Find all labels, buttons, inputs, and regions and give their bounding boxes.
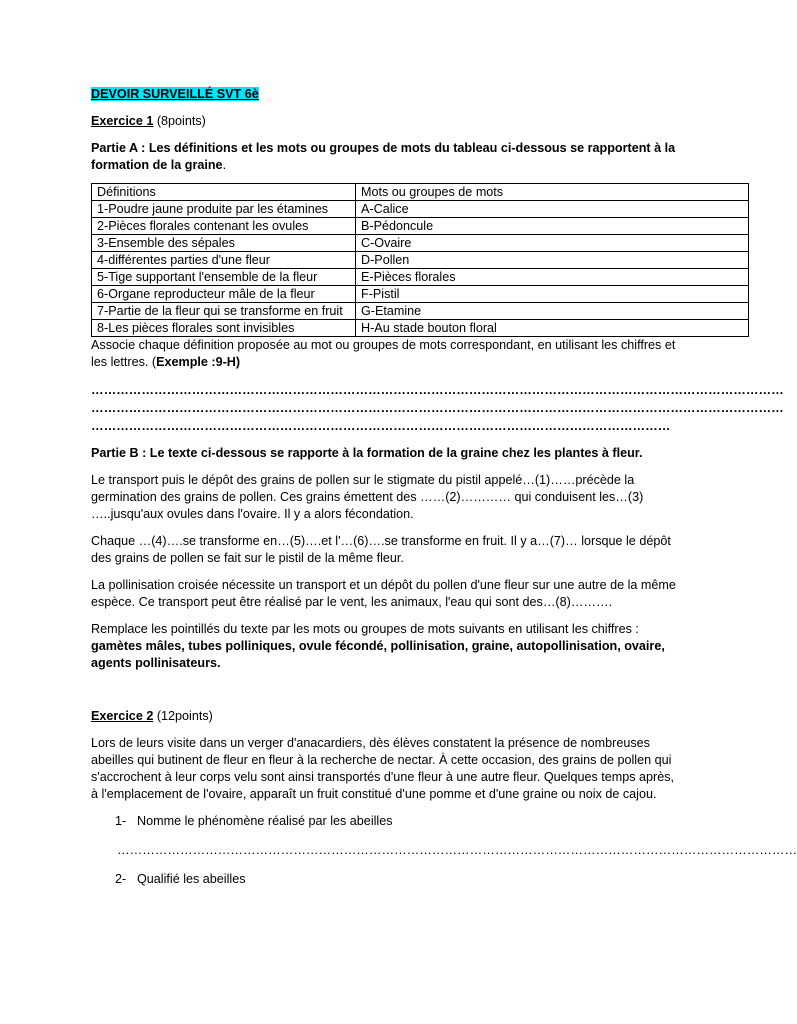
exercise-2-heading (91, 708, 681, 725)
part-b-paragraph-1: Le transport puis le dépôt des grains de pollen sur le stigmate du pistil appelé…(1)……précède la germination des grains de pollen. Ces grains émettent des ……(2)………… qui conduisent les…(3) …..jusqu'aux ovules dans l'ovaire. Il y a alors fécondation. (91, 473, 644, 521)
table-header-cell: Mots ou groupes de mots (356, 184, 749, 201)
table-cell-definition: 6-Organe reproducteur mâle de la fleur (92, 286, 356, 303)
table-row (92, 303, 749, 320)
answer-dots-line: ………………………………………………………………………………………………………………………… (91, 419, 671, 433)
exercise-2-points: (12points) (153, 709, 213, 723)
table-cell-definition: 7-Partie de la fleur qui se transforme en fruit (92, 303, 356, 320)
table-cell-word: G-Etamine (356, 303, 749, 320)
answer-dots-line: ………………………………………………………………………………………………………………………………………………… (91, 401, 784, 415)
part-b-paragraph-2: Chaque …(4)….se transforme en…(5)….et l'…(6)….se transforme en fruit. Il y a…(7)… lorsque le dépôt des grains de pollen se fait sur le pistil de la même fleur. (91, 534, 671, 565)
table-cell-word: C-Ovaire (356, 235, 749, 252)
definitions-table (91, 183, 749, 337)
table-row (92, 201, 749, 218)
answer-lines (91, 381, 784, 435)
association-instruction: Associe chaque définition proposée au mot ou groupes de mots correspondant, en utilisant les chiffres et les lettres. (Exemple :9-H) (91, 338, 676, 369)
example-answer: Exemple :9-H) (156, 355, 241, 369)
exercise-1-heading (91, 113, 681, 130)
table-cell-definition: 2-Pièces florales contenant les ovules (92, 218, 356, 235)
table-cell-definition: 1-Poudre jaune produite par les étamines (92, 201, 356, 218)
document-page (91, 86, 797, 888)
table-header-cell: Définitions (92, 184, 356, 201)
table-cell-word: E-Pièces florales (356, 269, 749, 286)
part-b-title: Partie B : Le texte ci-dessous se rapporte à la formation de la graine chez les plantes à fleur. (91, 446, 643, 460)
question-2: 2- Qualifié les abeilles (115, 872, 246, 886)
word-bank: gamètes mâles, tubes polliniques, ovule fécondé, pollinisation, graine, autopollinisation, ovaire, agents pollinisateurs. (91, 639, 665, 670)
exercise-2-label: Exercice 2 (91, 709, 154, 723)
part-b-paragraph-3: La pollinisation croisée nécessite un transport et un dépôt du pollen d'une fleur sur une autre de la même espèce. Ce transport peut être réalisé par le vent, les animaux, l'eau qui sont des…(8)………. (91, 578, 676, 609)
table-cell-word: F-Pistil (356, 286, 749, 303)
exercise-2-text: Lors de leurs visite dans un verger d'anacardiers, dès élèves constatent la présence de nombreuses abeilles qui butinent de fleur en fleur à la recherche de nectar. À cette occasion, des grains de pollen qui s'accrochent à leur corps velu sont ainsi transportés d'une fleur à une autre fleur. Quelques temps après, à l'emplacement de l'ovaire, apparaît un fruit constitué d'une pomme et d'une graine ou noix de cajou. (91, 736, 675, 801)
table-cell-definition: 4-différentes parties d'une fleur (92, 252, 356, 269)
document-title: DEVOIR SURVEILLÉ SVT 6è (91, 87, 259, 101)
table-cell-word: A-Calice (356, 201, 749, 218)
question-1: 1- Nomme le phénomène réalisé par les abeilles (115, 814, 393, 828)
table-row (92, 269, 749, 286)
exercise-1-points: (8points) (153, 114, 206, 128)
answer-dots-line: ………………………………………………………………………………………………………………………………………………… (91, 383, 784, 397)
table-row (92, 252, 749, 269)
table-row (92, 218, 749, 235)
table-row (92, 320, 749, 337)
table-cell-definition: 3-Ensemble des sépales (92, 235, 356, 252)
table-header-row (92, 184, 749, 201)
table-cell-word: B-Pédoncule (356, 218, 749, 235)
table-cell-word: D-Pollen (356, 252, 749, 269)
table-cell-word: H-Au stade bouton floral (356, 320, 749, 337)
part-b-instruction: Remplace les pointillés du texte par les mots ou groupes de mots suivants en utilisant les chiffres : gamètes mâles, tubes polliniques, ovule fécondé, pollinisation, graine, autopollinisation, ovaire, agents pollinisateurs. (91, 622, 665, 670)
question-1-answer-dots: ……………………………………………………………………………………………………………………………………………… (117, 843, 797, 857)
exercise-1-label: Exercice 1 (91, 114, 154, 128)
table-cell-definition: 8-Les pièces florales sont invisibles (92, 320, 356, 337)
table-cell-definition: 5-Tige supportant l'ensemble de la fleur (92, 269, 356, 286)
table-row (92, 286, 749, 303)
table-row (92, 235, 749, 252)
part-a-title: Partie A : Les définitions et les mots ou groupes de mots du tableau ci-dessous se rapportent à la formation de la graine. (91, 141, 676, 172)
